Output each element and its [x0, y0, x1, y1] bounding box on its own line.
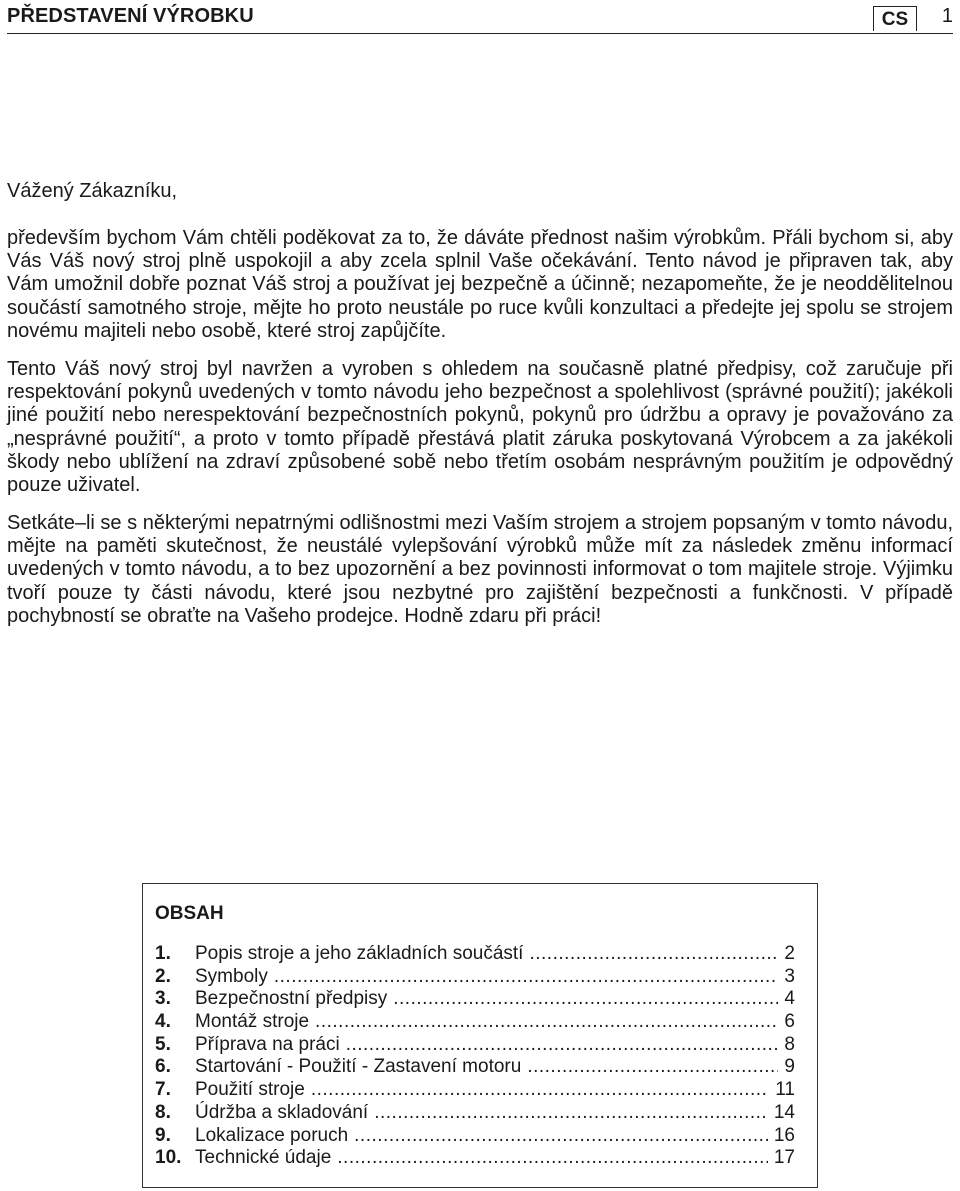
toc-item[interactable] [155, 1056, 795, 1079]
toc-leader-dots [346, 1034, 779, 1056]
toc-item-number: 4. [155, 1011, 171, 1033]
toc-item[interactable] [155, 966, 795, 989]
toc-item-label: Příprava na práci [195, 1033, 340, 1055]
toc-item-number: 2. [155, 965, 171, 987]
toc-item-number: 3. [155, 988, 171, 1010]
toc-item[interactable] [155, 1102, 795, 1125]
toc-item-page: 11 [775, 1079, 795, 1101]
toc-item-page: 6 [784, 1011, 795, 1033]
greeting: Vážený Zákazníku, [7, 180, 178, 202]
intro-paragraph: především bychom Vám chtěli poděkovat za to, že dáváte přednost našim výrobkům. Přáli bychom si, aby Vás Váš nový stroj plně uspokojil a aby zcela splnil Vaše očekávání. Tento návod je připraven tak, aby Vám umožnil dobře poznat Váš stroj a používat jej bezpečně a účinně; nezapomeňte, že je neoddělitelnou součástí samotného stroje, mějte ho proto neustále po ruce kvůli konzultaci a předejte jej spolu se strojem novému majiteli nebo osobě, které stroj zapůjčíte. [7, 227, 953, 342]
safety-paragraph: Tento Váš nový stroj byl navržen a vyroben s ohledem na současně platné předpisy, což zaručuje při respektování pokynů uvedených v tomto návodu jeho bezpečnost a spolehlivost (správné použití); jakékoli jiné použití nebo nerespektování bezpečnostních pokynů, pokynů pro údržbu a opravy je považováno za „nesprávné použití“, a proto v tomto případě přestává platit záruka poskytovaná Výrobcem a za jakékoli škody nebo ublížení na zdraví způsobené sobě nebo třetím osobám nesprávným použitím je odpovědný pouze uživatel. [7, 358, 953, 497]
toc-list [155, 943, 795, 1170]
toc-leader-dots [315, 1011, 778, 1033]
toc-item-number: 10. [155, 1147, 182, 1169]
toc-item[interactable] [155, 1125, 795, 1148]
toc-item[interactable] [155, 1147, 795, 1170]
toc-leader-dots [374, 1102, 768, 1124]
toc-item-page: 8 [784, 1033, 795, 1055]
toc-item-label: Použití stroje [195, 1079, 305, 1101]
table-of-contents [142, 883, 818, 1188]
toc-item-page: 2 [784, 943, 795, 964]
toc-leader-dots [529, 943, 778, 965]
toc-item-page: 17 [773, 1147, 795, 1169]
toc-item[interactable] [155, 1034, 795, 1057]
toc-item-page: 4 [784, 988, 795, 1010]
toc-item-label: Lokalizace poruch [195, 1124, 349, 1146]
toc-item-page: 9 [784, 1056, 795, 1078]
differences-paragraph: Setkáte–li se s některými nepatrnými odlišnostmi mezi Vaším strojem a strojem popsaným v tomto návodu, mějte na paměti skutečnost, že neustálé vylepšování výrobků může mít za následek změnu informací uvedených v tomto návodu, a to bez upozornění a bez povinnosti informovat o tom majitele stroje. Výjimku tvoří pouze ty části návodu, které jsou nezbytné pro zajištění bezpečnosti a funkčnosti. V případě pochybností se obraťte na Vašeho prodejce. Hodně zdaru při práci! [7, 512, 953, 627]
page-header [7, 0, 953, 34]
toc-item-number: 6. [155, 1056, 171, 1078]
toc-item[interactable] [155, 943, 795, 966]
toc-leader-dots [393, 988, 778, 1010]
toc-item-label: Údržba a skladování [195, 1101, 369, 1123]
toc-item-number: 5. [155, 1033, 171, 1055]
toc-item-number: 7. [155, 1079, 171, 1101]
toc-item-page: 3 [784, 965, 795, 987]
toc-item-label: Technické údaje [195, 1147, 332, 1169]
toc-item-number: 8. [155, 1101, 171, 1123]
toc-leader-dots [274, 966, 779, 988]
toc-title: OBSAH [155, 903, 224, 924]
toc-item-label: Montáž stroje [195, 1011, 310, 1033]
toc-item[interactable] [155, 1079, 795, 1102]
toc-item-number: 1. [155, 943, 171, 964]
toc-item-label: Startování - Použití - Zastavení motoru [195, 1056, 522, 1078]
toc-item-label: Popis stroje a jeho základních součástí [195, 943, 524, 964]
toc-leader-dots [311, 1079, 769, 1101]
toc-leader-dots [527, 1056, 778, 1078]
toc-item-page: 14 [773, 1101, 795, 1123]
toc-item[interactable] [155, 1011, 795, 1034]
section-title: PŘEDSTAVENÍ VÝROBKU [7, 5, 254, 27]
toc-item[interactable] [155, 988, 795, 1011]
toc-leader-dots [337, 1147, 768, 1169]
language-badge: CS [873, 6, 917, 31]
toc-item-page: 16 [773, 1124, 795, 1146]
toc-leader-dots [354, 1125, 768, 1147]
toc-item-label: Bezpečnostní předpisy [195, 988, 388, 1010]
toc-item-number: 9. [155, 1124, 171, 1146]
page-number: 1 [941, 5, 953, 27]
toc-item-label: Symboly [195, 965, 268, 987]
